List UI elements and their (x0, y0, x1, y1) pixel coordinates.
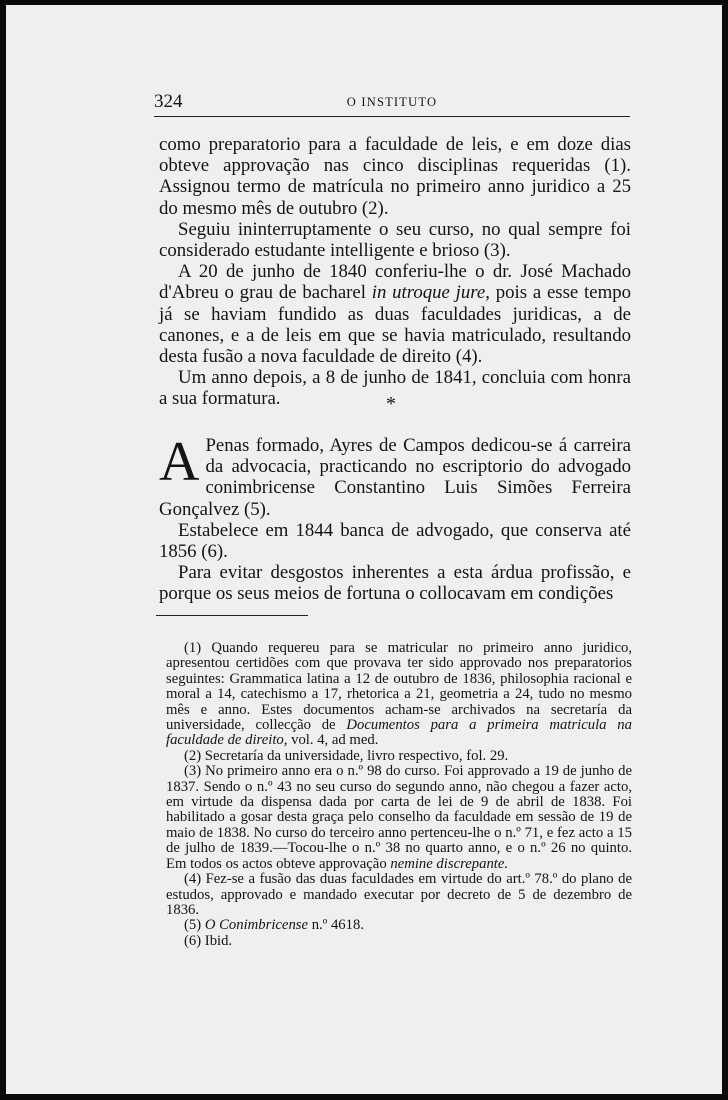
paragraph: Um anno depois, a 8 de junho de 1841, concluia com honra a sua formatura. (159, 367, 631, 410)
page-header (154, 91, 630, 115)
footnote-text: (1) Quando requereu para se matricular no primeiro anno juridico, apresentou certidões com que provava ter sido approvado nos preparatorios seguintes: Grammatica latina a 12 de outubro de 1836, philosophia racional e moral a 14, catechismo a 17, rhetorica a 21, geometria a 24, tudo no mesmo mês e anno. Estes documentos acham-se archivados na secretaría da universidade, collecção de (166, 640, 632, 734)
paragraph: Para evitar desgostos inherentes a esta árdua profissão, e porque os seus meios de fortuna o collocavam em condições (159, 562, 631, 605)
header-rule (154, 116, 630, 117)
latin-phrase: in utroque jure (371, 282, 486, 304)
paragraph (159, 261, 631, 367)
footnotes (166, 641, 632, 949)
footnote-italic: Documentos para a primeira matricula na faculdade de direito, (166, 717, 632, 749)
paragraph-text: A 20 de junho de 1840 conferiu-lhe o dr. José Machado d'Abreu o grau de bacharel (159, 261, 631, 304)
body-text-section (159, 431, 631, 605)
paragraph-text: Penas formado, Ayres de Campos dedicou-se á carreira da advocacia, practicando no escriptorio do advogado conimbricense Constantino Luis Simões Ferreira Gonçalvez (5). (159, 435, 631, 520)
footnote-text: vol. 4, ad med. (287, 732, 379, 749)
footnote (166, 641, 632, 749)
footnote-italic: O Conimbricense (204, 917, 309, 934)
drop-cap: A (159, 431, 200, 493)
running-title: O INSTITUTO (346, 95, 438, 109)
footnote-text: (5) (184, 917, 205, 934)
page-number: 324 (154, 91, 183, 112)
paragraph: como preparatorio para a faculdade de leis, e em doze dias obteve approvação nas cinco disciplinas requeridas (1). Assignou termo de matrícula no primeiro anno juridico a 25 do mesmo mês de outubro (2). (159, 134, 631, 219)
footnote: (4) Fez-se a fusão das duas faculdades em virtude do art.º 78.º do plano de estudos, approvado e mandado executar por decreto de 5 de dezembro de 1836. (166, 871, 632, 918)
footnote: (6) Ibid. (184, 932, 233, 949)
paragraph (159, 431, 631, 520)
footnote-italic: nemine discrepante. (390, 855, 509, 872)
footnote (166, 764, 632, 872)
footnote-text: (3) No primeiro anno era o n.º 98 do curso. Foi approvado a 19 de junho de 1837. Sendo o n.º 43 no seu curso do segundo anno, não chegou a fazer acto, em virtude da dispensa dada por carta de lei de 9 de abril de 1838. Foi habilitado a gosar desta graça pelo conselho da faculdade em sessão de 19 de maio de 1838. No curso do terceiro anno pertenceu-lhe o n.º 71, e fez acto a 15 de julho de 1839.—Tocou-lhe o n.º 38 no quarto anno, e o n.º 26 no quinto. Em todos os actos obteve approvação (166, 763, 632, 872)
paragraph: Estabelece em 1844 banca de advogado, que conserva até 1856 (6). (159, 519, 631, 563)
section-separator: * (386, 393, 396, 415)
paragraph-text: , pois a esse tempo já se haviam fundido as duas faculdades juridicas, a de canones, e a de leis em que se havia matriculado, resultando desta fusão a nova faculdade de direito (4). (159, 282, 631, 368)
footnote-text: n.º 4618. (308, 917, 364, 934)
footnote: (2) Secretaría da universidade, livro respectivo, fol. 29. (184, 747, 509, 764)
paragraph: Seguiu ininterruptamente o seu curso, no qual sempre foi considerado estudante intelligente e brioso (3). (159, 218, 631, 262)
book-page (6, 5, 722, 1094)
footnote-rule (156, 615, 308, 616)
body-text-top (159, 134, 631, 410)
footnote (166, 918, 632, 933)
